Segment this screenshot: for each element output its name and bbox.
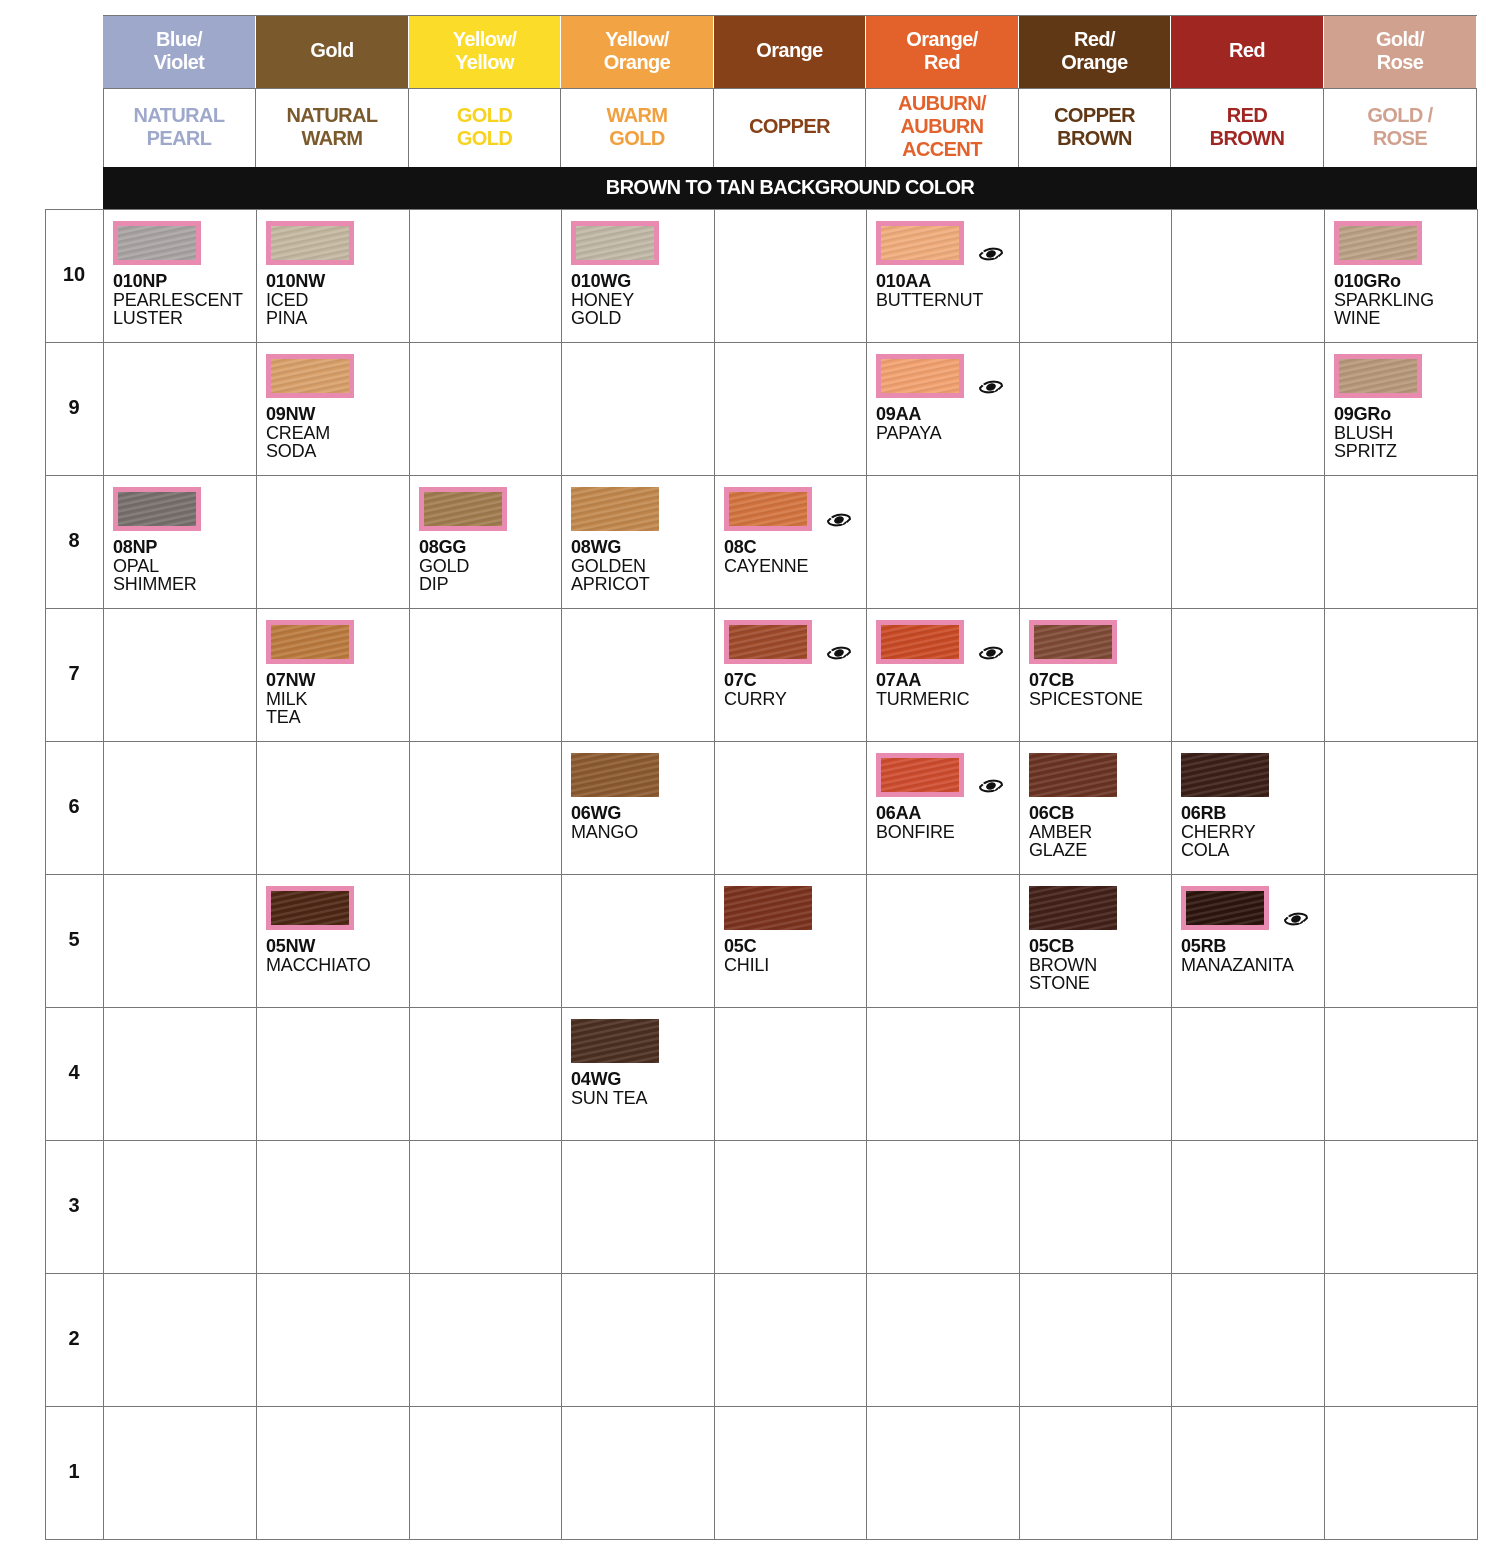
grid-column-line: [256, 209, 257, 1540]
level-label: 10: [62, 264, 86, 286]
category-header: Yellow/ Yellow: [409, 15, 561, 88]
shade-code: 05C: [724, 936, 757, 956]
shade-code: 06AA: [876, 803, 922, 823]
grid-row-line: [45, 1539, 1477, 1540]
shade-name: MILK TEA: [266, 689, 308, 727]
shade-name: CREAM SODA: [266, 423, 331, 461]
grid-column-line: [866, 209, 867, 1540]
family-label: GOLD GOLD: [409, 88, 561, 167]
shade-name: HONEY GOLD: [571, 290, 635, 328]
eye-icon: [978, 777, 1004, 795]
category-header: Red/ Orange: [1019, 15, 1171, 88]
color-swatch: [266, 620, 354, 664]
shade-name: GOLDEN APRICOT: [571, 556, 650, 594]
grid-row-line: [45, 741, 1477, 742]
eye-icon: [978, 644, 1004, 662]
color-swatch: [876, 753, 964, 797]
shade-code: 05RB: [1181, 936, 1227, 956]
color-swatch: [724, 620, 812, 664]
color-swatch: [724, 886, 812, 930]
level-label: 6: [68, 796, 80, 818]
shade-code: 08C: [724, 537, 757, 557]
grid-row-line: [45, 874, 1477, 875]
color-swatch: [1181, 886, 1269, 930]
shade-name: CAYENNE: [724, 556, 809, 576]
shade-code: 05CB: [1029, 936, 1075, 956]
family-label: RED BROWN: [1171, 88, 1324, 167]
shade-code: 04WG: [571, 1069, 622, 1089]
color-swatch: [724, 487, 812, 531]
level-label: 5: [68, 929, 80, 951]
shade-name: ICED PINA: [266, 290, 309, 328]
shade-code: 06WG: [571, 803, 622, 823]
category-header: Orange/ Red: [866, 15, 1019, 88]
shade-code: 010NP: [113, 271, 168, 291]
category-header: Red: [1171, 15, 1324, 88]
color-swatch: [113, 487, 201, 531]
shade-code: 06CB: [1029, 803, 1075, 823]
grid-column-line: [561, 209, 562, 1540]
color-swatch: [571, 487, 659, 531]
eye-icon: [826, 644, 852, 662]
shade-code: 09GRo: [1334, 404, 1392, 424]
family-label: GOLD / ROSE: [1324, 88, 1477, 167]
shade-name: SUN TEA: [571, 1088, 648, 1108]
shade-name: AMBER GLAZE: [1029, 822, 1093, 860]
color-swatch: [876, 354, 964, 398]
grid-column-line: [1019, 209, 1020, 1540]
color-swatch: [571, 753, 659, 797]
shade-code: 07AA: [876, 670, 922, 690]
grid-row-line: [45, 1273, 1477, 1274]
level-label: 2: [68, 1328, 80, 1350]
shade-code: 010WG: [571, 271, 632, 291]
category-header: Blue/ Violet: [103, 15, 256, 88]
shade-name: BONFIRE: [876, 822, 955, 842]
shade-name: SPICESTONE: [1029, 689, 1143, 709]
grid-column-line: [409, 209, 410, 1540]
shade-code: 010AA: [876, 271, 932, 291]
grid-row-line: [45, 209, 1477, 210]
shade-name: BROWN STONE: [1029, 955, 1097, 993]
shade-name: MACCHIATO: [266, 955, 371, 975]
header-mid-border: [103, 88, 1477, 89]
category-header: Gold/ Rose: [1324, 15, 1477, 88]
grid-row-line: [45, 1007, 1477, 1008]
eye-icon: [978, 245, 1004, 263]
shade-name: MANAZANITA: [1181, 955, 1294, 975]
shade-name: PAPAYA: [876, 423, 942, 443]
color-swatch: [876, 221, 964, 265]
grid-row-line: [45, 475, 1477, 476]
family-label: NATURAL PEARL: [103, 88, 256, 167]
category-header: Orange: [714, 15, 866, 88]
color-swatch: [419, 487, 507, 531]
shade-code: 07C: [724, 670, 757, 690]
shade-name: OPAL SHIMMER: [113, 556, 197, 594]
shade-code: 08WG: [571, 537, 622, 557]
grid-column-line: [1477, 209, 1478, 1540]
family-label: NATURAL WARM: [256, 88, 409, 167]
level-label: 1: [68, 1461, 80, 1483]
grid-column-line: [103, 209, 104, 1540]
color-swatch: [266, 354, 354, 398]
grid-column-line: [1324, 209, 1325, 1540]
grid-row-line: [45, 1140, 1477, 1141]
shade-name: CURRY: [724, 689, 787, 709]
color-swatch: [266, 221, 354, 265]
shade-code: 08NP: [113, 537, 158, 557]
family-label: COPPER: [714, 88, 866, 167]
header-top-border: [103, 15, 1477, 16]
background-color-banner: BROWN TO TAN BACKGROUND COLOR: [103, 167, 1477, 209]
color-swatch: [266, 886, 354, 930]
shade-name: BUTTERNUT: [876, 290, 984, 310]
shade-name: SPARKLING WINE: [1334, 290, 1434, 328]
shade-code: 08GG: [419, 537, 467, 557]
category-header: Gold: [256, 15, 409, 88]
grid-row-line: [45, 608, 1477, 609]
color-swatch: [876, 620, 964, 664]
eye-icon: [1283, 910, 1309, 928]
grid-column-line: [1171, 209, 1172, 1540]
shade-name: CHERRY COLA: [1181, 822, 1256, 860]
eye-icon: [978, 378, 1004, 396]
level-label: 4: [68, 1062, 80, 1084]
shade-name: CHILI: [724, 955, 770, 975]
color-swatch: [1029, 753, 1117, 797]
color-swatch: [1181, 753, 1269, 797]
shade-name: TURMERIC: [876, 689, 970, 709]
color-swatch: [571, 1019, 659, 1063]
grid-row-line: [45, 342, 1477, 343]
shade-code: 010GRo: [1334, 271, 1401, 291]
header-left-border: [103, 88, 104, 167]
category-header: Yellow/ Orange: [561, 15, 714, 88]
shade-code: 07CB: [1029, 670, 1075, 690]
shade-name: PEARLESCENT LUSTER: [113, 290, 243, 328]
color-swatch: [1334, 354, 1422, 398]
family-label: WARM GOLD: [561, 88, 714, 167]
color-swatch: [1029, 620, 1117, 664]
shade-code: 07NW: [266, 670, 316, 690]
grid-column-line: [714, 209, 715, 1540]
shade-code: 09NW: [266, 404, 316, 424]
shade-name: GOLD DIP: [419, 556, 470, 594]
level-label: 7: [68, 663, 80, 685]
shade-code: 05NW: [266, 936, 316, 956]
color-swatch: [571, 221, 659, 265]
level-label: 9: [68, 397, 80, 419]
level-label: 8: [68, 530, 80, 552]
shade-code: 010NW: [266, 271, 326, 291]
shade-name: BLUSH SPRITZ: [1334, 423, 1397, 461]
color-swatch: [113, 221, 201, 265]
level-label: 3: [68, 1195, 80, 1217]
family-label: AUBURN/ AUBURN ACCENT: [866, 88, 1019, 167]
color-swatch: [1029, 886, 1117, 930]
grid-row-line: [45, 1406, 1477, 1407]
family-label: COPPER BROWN: [1019, 88, 1171, 167]
shade-code: 06RB: [1181, 803, 1227, 823]
shade-code: 09AA: [876, 404, 922, 424]
eye-icon: [826, 511, 852, 529]
color-swatch: [1334, 221, 1422, 265]
shade-name: MANGO: [571, 822, 639, 842]
